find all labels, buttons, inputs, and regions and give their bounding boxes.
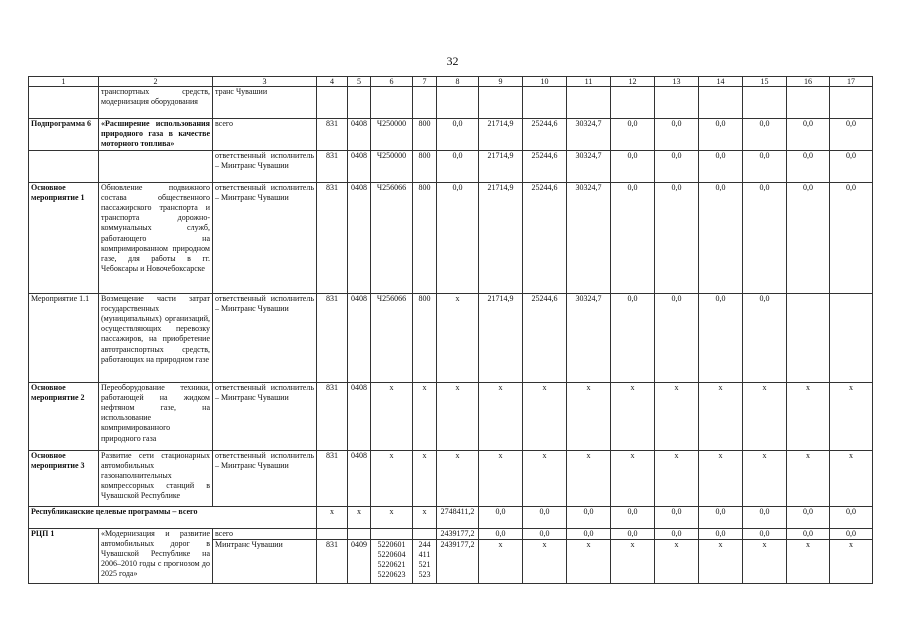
value-cell: 0,0	[787, 150, 830, 182]
row-responsible: ответственный исполнитель – Минтранс Чувашии	[213, 382, 317, 450]
value-cell: х	[830, 450, 873, 506]
value-cell: 0,0	[479, 506, 523, 528]
value-cell: 831	[317, 450, 348, 506]
value-cell: 0408	[348, 450, 371, 506]
value-cell	[317, 87, 348, 119]
value-cell: 800	[413, 293, 437, 382]
value-cell	[787, 293, 830, 382]
value-cell: 0,0	[830, 150, 873, 182]
header-row	[29, 77, 873, 87]
value-cell: 0,0	[655, 182, 699, 293]
rcp-label: РЦП 1	[29, 528, 99, 583]
value-cell: 0,0	[611, 528, 655, 539]
value-cell: 0,0	[655, 506, 699, 528]
column-header: 9	[479, 77, 523, 87]
value-cell: х	[787, 382, 830, 450]
value-cell	[787, 87, 830, 119]
value-cell: х	[479, 539, 523, 583]
value-cell: 0,0	[787, 528, 830, 539]
value-cell: Ч250000	[371, 150, 413, 182]
row-description: транспортных средств, модернизация оборудования	[99, 87, 213, 119]
value-cell: 0,0	[699, 506, 743, 528]
value-cell: 0,0	[611, 119, 655, 151]
value-cell	[348, 528, 371, 539]
value-cell: х	[317, 506, 348, 528]
rcp-type: 521	[418, 560, 431, 570]
column-header: 15	[743, 77, 787, 87]
row-responsible: всего	[213, 119, 317, 151]
value-cell: 2439177,2	[437, 539, 479, 583]
row-responsible: транс Чувашии	[213, 87, 317, 119]
rcp-type-list	[413, 539, 437, 583]
value-cell: 21714,9	[479, 150, 523, 182]
value-cell: х	[523, 539, 567, 583]
value-cell: х	[479, 450, 523, 506]
value-cell: х	[655, 382, 699, 450]
value-cell: х	[611, 382, 655, 450]
value-cell: х	[348, 506, 371, 528]
value-cell: 0,0	[830, 182, 873, 293]
value-cell: х	[437, 450, 479, 506]
value-cell: 0,0	[611, 182, 655, 293]
value-cell: 0,0	[743, 506, 787, 528]
value-cell	[479, 87, 523, 119]
row-description: Обновление подвижного состава общественного пассажирского транспорта и транспорта дорожно-коммунальных служб, работающего на компримированном природном газе, для работы в гг. Чебоксары и Новочебоксарске	[99, 182, 213, 293]
value-cell: 831	[317, 150, 348, 182]
value-cell: 0,0	[699, 528, 743, 539]
value-cell: х	[567, 450, 611, 506]
row-label: Основное мероприятие 1	[29, 182, 99, 293]
value-cell: 21714,9	[479, 182, 523, 293]
summary-row	[29, 506, 873, 528]
value-cell: х	[743, 382, 787, 450]
value-cell: 2748411,2	[437, 506, 479, 528]
value-cell: 831	[317, 119, 348, 151]
value-cell: 800	[413, 119, 437, 151]
column-header: 1	[29, 77, 99, 87]
value-cell: 800	[413, 182, 437, 293]
value-cell: х	[413, 450, 437, 506]
table-row	[29, 450, 873, 506]
value-cell	[371, 87, 413, 119]
value-cell	[743, 87, 787, 119]
value-cell: 0,0	[699, 119, 743, 151]
value-cell: х	[611, 450, 655, 506]
rcp-code: 5220601	[377, 539, 406, 549]
row-label: Подпрограмма 6	[29, 119, 99, 151]
rcp-type: 523	[418, 570, 431, 580]
value-cell: 0,0	[743, 528, 787, 539]
value-cell: х	[699, 539, 743, 583]
value-cell: 0,0	[611, 150, 655, 182]
column-header: 10	[523, 77, 567, 87]
value-cell: 21714,9	[479, 293, 523, 382]
value-cell: х	[611, 539, 655, 583]
value-cell: х	[699, 450, 743, 506]
value-cell	[317, 528, 348, 539]
value-cell: х	[523, 450, 567, 506]
rcp-code-list	[371, 539, 413, 583]
value-cell: 0,0	[655, 119, 699, 151]
row-description: Возмещение части затрат государственных (муниципальных) организаций, осуществляющих перевозку пассажиров, на приобретение автотранспортных средств, работающих на природном газе	[99, 293, 213, 382]
column-header: 14	[699, 77, 743, 87]
value-cell: 831	[317, 293, 348, 382]
value-cell	[567, 87, 611, 119]
value-cell: 0,0	[567, 506, 611, 528]
value-cell	[413, 87, 437, 119]
column-header: 13	[655, 77, 699, 87]
rcp-code: 5220621	[377, 560, 406, 570]
column-header: 11	[567, 77, 611, 87]
value-cell: 0,0	[830, 119, 873, 151]
value-cell	[830, 87, 873, 119]
value-cell: 25244,6	[523, 182, 567, 293]
value-cell	[371, 528, 413, 539]
value-cell: х	[413, 506, 437, 528]
value-cell: х	[655, 539, 699, 583]
value-cell: 0,0	[743, 293, 787, 382]
value-cell: 30324,7	[567, 182, 611, 293]
budget-table	[28, 76, 873, 584]
value-cell: 0,0	[523, 528, 567, 539]
value-cell: 0,0	[437, 119, 479, 151]
row-description: «Расширение использования природного газа в качестве моторного топлива»	[99, 119, 213, 151]
column-header: 7	[413, 77, 437, 87]
value-cell	[413, 528, 437, 539]
column-header: 8	[437, 77, 479, 87]
value-cell: 0,0	[523, 506, 567, 528]
value-cell: 0,0	[743, 150, 787, 182]
column-header: 5	[348, 77, 371, 87]
value-cell: 0,0	[830, 528, 873, 539]
value-cell: 30324,7	[567, 119, 611, 151]
table-row	[29, 150, 873, 182]
value-cell: 0,0	[437, 182, 479, 293]
value-cell: х	[699, 382, 743, 450]
value-cell: 800	[413, 150, 437, 182]
value-cell: х	[787, 539, 830, 583]
value-cell: 0408	[348, 182, 371, 293]
row-description	[99, 150, 213, 182]
row-label: Основное мероприятие 2	[29, 382, 99, 450]
value-cell: 0,0	[830, 506, 873, 528]
value-cell: 0,0	[611, 293, 655, 382]
row-label: Основное мероприятие 3	[29, 450, 99, 506]
value-cell: 0,0	[655, 528, 699, 539]
value-cell: х	[830, 382, 873, 450]
value-cell: 0,0	[787, 506, 830, 528]
value-cell: х	[371, 382, 413, 450]
value-cell: 25244,6	[523, 293, 567, 382]
value-cell: 2439177,2	[437, 528, 479, 539]
value-cell: 831	[317, 182, 348, 293]
row-description: Переоборудование техники, работающей на жидком нефтяном газе, на использование компримированного природного газа	[99, 382, 213, 450]
value-cell: х	[437, 293, 479, 382]
table-row	[29, 119, 873, 151]
row-description: Развитие сети стационарных автомобильных газонаполнительных компрессорных станций в Чувашской Республике	[99, 450, 213, 506]
value-cell: х	[743, 450, 787, 506]
rcp-type: 411	[418, 550, 431, 560]
value-cell	[655, 87, 699, 119]
value-cell: х	[437, 382, 479, 450]
value-cell: х	[371, 450, 413, 506]
value-cell: 0408	[348, 119, 371, 151]
value-cell	[699, 87, 743, 119]
value-cell: 831	[317, 539, 348, 583]
value-cell: Ч250000	[371, 119, 413, 151]
value-cell: х	[371, 506, 413, 528]
row-responsible: ответственный исполнитель – Минтранс Чувашии	[213, 450, 317, 506]
value-cell: 0408	[348, 382, 371, 450]
rcp-type: 244	[418, 539, 431, 549]
column-header: 6	[371, 77, 413, 87]
column-header: 2	[99, 77, 213, 87]
page-number: 32	[446, 54, 459, 68]
column-header: 16	[787, 77, 830, 87]
value-cell	[523, 87, 567, 119]
value-cell: 0,0	[743, 182, 787, 293]
value-cell	[348, 87, 371, 119]
rcp-code: 5220604	[377, 550, 406, 560]
value-cell: х	[830, 539, 873, 583]
value-cell: 0,0	[437, 150, 479, 182]
table-row	[29, 182, 873, 293]
table-row	[29, 293, 873, 382]
value-cell	[611, 87, 655, 119]
rcp-code: 5220623	[377, 570, 406, 580]
column-header: 12	[611, 77, 655, 87]
row-responsible: ответственный исполнитель – Минтранс Чувашии	[213, 182, 317, 293]
value-cell: 0,0	[699, 150, 743, 182]
value-cell: Ч256066	[371, 293, 413, 382]
value-cell: 0,0	[655, 150, 699, 182]
value-cell: 0,0	[787, 119, 830, 151]
rcp-description: «Модернизация и развитие автомобильных дорог в Чувашской Республике на 2006–2010 годы с прогнозом до 2025 года»	[99, 528, 213, 583]
row-responsible: ответственный исполнитель – Минтранс Чувашии	[213, 150, 317, 182]
value-cell: 0409	[348, 539, 371, 583]
table-row	[29, 382, 873, 450]
rcp-responsible: Минтранс Чувашии	[213, 539, 317, 583]
value-cell	[830, 293, 873, 382]
row-label	[29, 87, 99, 119]
rcp-total-row	[29, 528, 873, 539]
value-cell: 0408	[348, 293, 371, 382]
value-cell: х	[567, 539, 611, 583]
rcp-total-label: всего	[213, 528, 317, 539]
value-cell: х	[479, 382, 523, 450]
value-cell: 0,0	[743, 119, 787, 151]
value-cell: х	[523, 382, 567, 450]
value-cell: 0408	[348, 150, 371, 182]
value-cell: 0,0	[787, 182, 830, 293]
value-cell: 30324,7	[567, 150, 611, 182]
value-cell: х	[787, 450, 830, 506]
column-header: 17	[830, 77, 873, 87]
value-cell: 831	[317, 382, 348, 450]
value-cell: 0,0	[655, 293, 699, 382]
column-header: 4	[317, 77, 348, 87]
row-label	[29, 150, 99, 182]
row-responsible: ответственный исполнитель – Минтранс Чувашии	[213, 293, 317, 382]
summary-label: Республиканские целевые программы – всего	[29, 506, 317, 528]
value-cell: 0,0	[567, 528, 611, 539]
row-label: Мероприятие 1.1	[29, 293, 99, 382]
value-cell: х	[655, 450, 699, 506]
value-cell: х	[743, 539, 787, 583]
column-header: 3	[213, 77, 317, 87]
value-cell: 25244,6	[523, 119, 567, 151]
value-cell: 0,0	[611, 506, 655, 528]
value-cell: 0,0	[699, 293, 743, 382]
value-cell: х	[413, 382, 437, 450]
table-row	[29, 87, 873, 119]
value-cell: Ч256066	[371, 182, 413, 293]
value-cell: 25244,6	[523, 150, 567, 182]
value-cell: 0,0	[699, 182, 743, 293]
value-cell: 0,0	[479, 528, 523, 539]
value-cell: х	[567, 382, 611, 450]
value-cell: 21714,9	[479, 119, 523, 151]
value-cell	[437, 87, 479, 119]
value-cell: 30324,7	[567, 293, 611, 382]
